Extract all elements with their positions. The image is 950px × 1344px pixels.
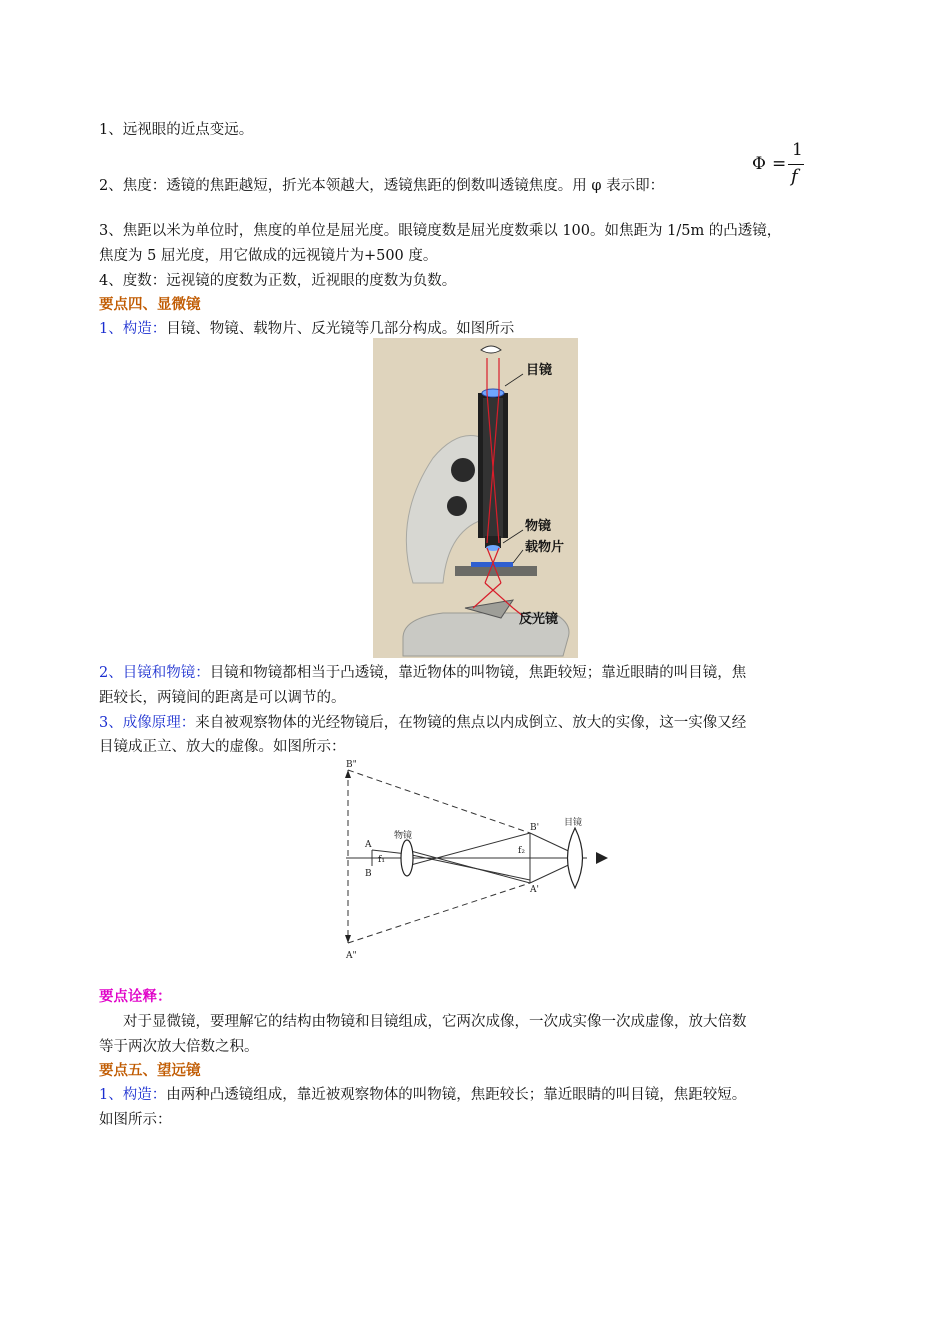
item-text: 由两种凸透镜组成，靠近被观察物体的叫物镜，焦距较长；靠近眼睛的叫目镜，焦距较短。 (166, 1087, 747, 1103)
label-b-double-prime: B" (346, 760, 357, 770)
microscope-photo (373, 338, 578, 658)
label-a-prime: A' (530, 885, 539, 895)
label-mirror: 反光镜 (519, 612, 559, 627)
label-objective: 物镜 (525, 519, 552, 534)
item-structure (99, 1083, 746, 1107)
text-line: 距较长，两镜间的距离是可以调节的。 (99, 690, 346, 706)
section-heading-telescope: 要点五、望远镜 (99, 1063, 201, 1079)
text-line: 对于显微镜，要理解它的结构由物镜和目镜组成，它两次成像，一次成实像一次成虚像，放大倍数 (123, 1014, 747, 1030)
fraction-bar (788, 164, 804, 165)
section-heading-microscope: 要点四、显微镜 (99, 297, 201, 313)
item-label: 1、构造： (99, 321, 167, 337)
text-line: 焦度为 5 屈光度，用它做成的远视镜片为+500 度。 (99, 248, 438, 264)
item-lenses (99, 661, 746, 685)
focal-power-formula (752, 140, 812, 196)
item-label: 1、构造： (99, 1087, 167, 1103)
formula-lhs: Φ (752, 154, 766, 174)
label-eyepiece: 目镜 (564, 818, 583, 828)
item-text: 目镜、物镜、载物片、反光镜等几部分构成。如图所示 (166, 321, 515, 337)
label-f1: f₁ (378, 855, 385, 865)
item-label: 2、目镜和物镜： (99, 665, 210, 681)
text-line: 目镜成正立、放大的虚像。如图所示： (99, 739, 346, 755)
microscope-ray-diagram (332, 758, 622, 968)
note-heading: 要点诠释： (99, 989, 172, 1005)
text-line: 1、远视眼的近点变远。 (99, 122, 254, 138)
text-line: 如图所示： (99, 1112, 172, 1128)
text-line: 2、焦度：透镜的焦距越短，折光本领越大，透镜焦距的倒数叫透镜焦度。用 φ 表示即： (99, 178, 665, 194)
label-b: B (365, 869, 372, 879)
item-label: 3、成像原理： (99, 715, 196, 731)
text-line: 3、焦距以米为单位时，焦度的单位是屈光度。眼镜度数是屈光度数乘以 100。如焦距为 1/5m 的凸透镜， (99, 223, 782, 239)
label-a: A (365, 840, 372, 850)
label-f2: f₂ (518, 846, 525, 856)
label-slide: 载物片 (525, 540, 565, 555)
label-eyepiece: 目镜 (526, 363, 553, 378)
formula-numerator: 1 (792, 140, 803, 160)
item-imaging (99, 711, 746, 735)
label-objective: 物镜 (394, 831, 413, 841)
text-line: 4、度数：远视镜的度数为正数，近视眼的度数为负数。 (99, 273, 457, 289)
label-a-double-prime: A" (346, 951, 357, 961)
text-line: 等于两次放大倍数之积。 (99, 1039, 259, 1055)
item-text: 目镜和物镜都相当于凸透镜，靠近物体的叫物镜，焦距较短；靠近眼睛的叫目镜，焦 (209, 665, 747, 681)
label-b-prime: B' (530, 823, 540, 833)
item-text: 来自被观察物体的光经物镜后，在物镜的焦点以内成倒立、放大的实像，这一实像又经 (195, 715, 747, 731)
formula-equals: = (772, 154, 787, 174)
formula-denominator: f (791, 166, 798, 187)
